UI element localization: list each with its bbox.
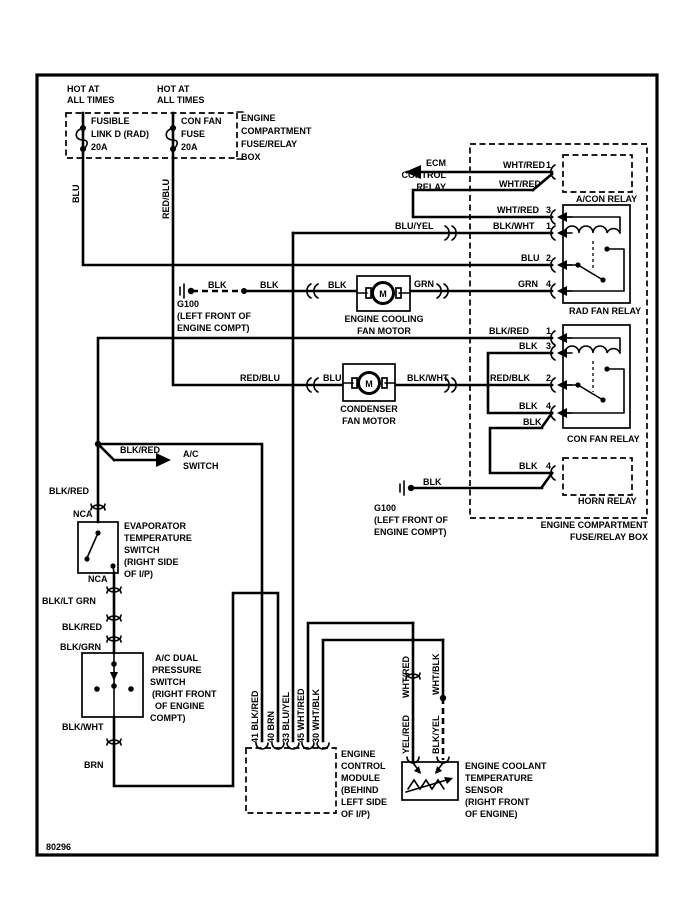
- diagram-label: LEFT SIDE: [341, 797, 388, 807]
- diagram-label: BLK/RED: [49, 486, 89, 496]
- diagram-label: 3: [546, 205, 552, 215]
- diagram-label: BLK: [208, 280, 227, 290]
- labels-layer: [42, 84, 648, 852]
- horn-relay-box: [563, 458, 632, 495]
- diagram-label: 41 BLK/RED: [250, 690, 260, 743]
- diagram-label: 4: [546, 461, 552, 471]
- diagram-label: OF ENGINE): [465, 809, 518, 819]
- ac-dual-pressure-switch: [82, 653, 143, 717]
- splice-dot: [241, 288, 247, 294]
- diagram-label: BLK/RED: [120, 445, 160, 455]
- diagram-label: BLK: [328, 280, 347, 290]
- diagram-label: WHT/RED: [503, 160, 545, 170]
- diagram-label: ENGINE: [341, 749, 376, 759]
- diagram-label: BLK/RED: [62, 622, 102, 632]
- diagram-label: FUSE/RELAY BOX: [569, 532, 648, 542]
- diagram-label: NCA: [73, 509, 93, 519]
- diagram-label: FAN MOTOR: [357, 326, 411, 336]
- diagram-label: ENGINE COMPT): [374, 527, 447, 537]
- diagram-label: BLK: [519, 401, 538, 411]
- diagram-label: (RIGHT FRONT: [152, 689, 217, 699]
- diagram-label: 40 BRN: [266, 710, 276, 743]
- diagram-label: YEL/RED: [401, 714, 411, 754]
- diagram-label: RAD FAN RELAY: [569, 306, 642, 316]
- diagram-label: 4: [546, 279, 552, 289]
- diagram-label: ENGINE COMPARTMENT: [540, 520, 648, 530]
- evaporator-temperature-switch: [78, 522, 118, 573]
- diagram-label: SENSOR: [465, 785, 504, 795]
- diagram-label: (LEFT FRONT OF: [374, 515, 448, 525]
- diagram-label: BLK: [519, 461, 538, 471]
- diagram-label: M: [379, 289, 387, 299]
- diagram-label: BLK: [260, 280, 279, 290]
- diagram-label: 30 WHT/BLK: [311, 689, 321, 743]
- diagram-label: TEMPERATURE: [465, 773, 533, 783]
- diagram-label: RED/BLU: [240, 373, 280, 383]
- diagram-label: OF I/P): [341, 809, 370, 819]
- diagram-label: BLK/GRN: [60, 642, 101, 652]
- engine-coolant-temperature-sensor: [402, 757, 458, 800]
- diagram-label: RELAY: [416, 182, 446, 192]
- diagram-label: CONDENSER: [340, 404, 398, 414]
- diagram-label: ENGINE COOLANT: [465, 761, 547, 771]
- diagram-label: ENGINE: [241, 113, 276, 123]
- diagram-label: CONTROL: [401, 170, 446, 180]
- diagram-label: WHT/RED: [499, 179, 541, 189]
- diagram-label: LINK D (RAD): [91, 129, 149, 139]
- diagram-label: 80296: [46, 842, 72, 852]
- diagram-label: NCA: [88, 574, 108, 584]
- diagram-label: FUSE: [181, 129, 206, 139]
- diagram-label: (RIGHT FRONT: [465, 797, 530, 807]
- diagram-label: CON FAN: [181, 116, 222, 126]
- diagram-label: 20A: [91, 142, 108, 152]
- diagram-label: COMPARTMENT: [241, 126, 312, 136]
- diagram-label: WHT/RED: [401, 656, 411, 698]
- diagram-label: FAN MOTOR: [342, 416, 396, 426]
- diagram-label: SWITCH: [124, 545, 160, 555]
- diagram-label: BLU: [323, 373, 342, 383]
- diagram-label: BLK: [523, 417, 542, 427]
- diagram-label: 1: [546, 221, 552, 231]
- diagram-label: 4: [546, 401, 552, 411]
- diagram-label: BLK/WHT: [407, 373, 449, 383]
- diagram-label: GRN: [518, 279, 538, 289]
- diagram-label: BLU: [71, 184, 81, 203]
- diagram-label: ALL TIMES: [157, 95, 205, 105]
- diagram-label: A/C DUAL: [155, 653, 198, 663]
- diagram-label: (LEFT FRONT OF: [177, 311, 251, 321]
- diagram-label: BLK/WHT: [62, 722, 104, 732]
- diagram-label: (BEHIND: [341, 785, 379, 795]
- diagram-label: FUSE/RELAY: [241, 139, 298, 149]
- diagram-label: SWITCH: [183, 461, 219, 471]
- diagram-label: COMPT): [150, 713, 186, 723]
- diagram-label: MODULE: [341, 773, 380, 783]
- con-fan-relay: [563, 325, 630, 428]
- diagram-label: G100: [374, 503, 397, 513]
- diagram-label: CON FAN RELAY: [567, 434, 640, 444]
- diagram-label: TEMPERATURE: [124, 533, 192, 543]
- diagram-label: WHT/BLK: [431, 653, 441, 695]
- diagram-label: (RIGHT SIDE: [124, 557, 179, 567]
- diagram-label: BLK: [519, 341, 538, 351]
- diagram-label: BLU: [521, 253, 540, 263]
- diagram-label: BRN: [84, 760, 104, 770]
- diagram-label: BLK/YEL: [431, 715, 441, 754]
- diagram-label: GRN: [414, 279, 434, 289]
- diagram-label: PRESSURE: [152, 665, 202, 675]
- diagram-label: G100: [177, 299, 200, 309]
- diagram-label: HORN RELAY: [578, 496, 637, 506]
- diagram-label: 45 WHT/RED: [296, 688, 306, 743]
- relay-pin-connectors: [551, 165, 572, 480]
- diagram-label: 2: [546, 253, 552, 263]
- splice-dot: [95, 441, 101, 447]
- diagram-label: 1: [546, 160, 552, 170]
- rad-fan-relay: [563, 205, 630, 303]
- diagram-label: BLK: [423, 477, 442, 487]
- diagram-label: EVAPORATOR: [124, 521, 187, 531]
- diagram-label: A/CON RELAY: [576, 194, 638, 204]
- diagram-label: BOX: [241, 152, 261, 162]
- diagram-label: RED/BLK: [490, 373, 530, 383]
- diagram-label: 1: [546, 326, 552, 336]
- diagram-label: RED/BLU: [161, 179, 171, 219]
- diagram-label: BLK/RED: [489, 326, 529, 336]
- diagram-label: 3: [546, 341, 552, 351]
- ac-switch-arrow-icon: [156, 453, 171, 467]
- diagram-label: OF I/P): [124, 569, 153, 579]
- diagram-label: 20A: [181, 142, 198, 152]
- diagram-label: OF ENGINE: [155, 701, 205, 711]
- diagram-label: HOT AT: [67, 84, 100, 94]
- diagram-label: 2: [546, 373, 552, 383]
- ground-g100-right-icon: [400, 481, 414, 495]
- diagram-label: ALL TIMES: [67, 95, 115, 105]
- diagram-label: BLK/LT GRN: [42, 596, 96, 606]
- diagram-label: ENGINE COMPT): [177, 323, 250, 333]
- diagram-label: A/C: [183, 449, 199, 459]
- diagram-label: 33 BLU/YEL: [281, 691, 291, 743]
- diagram-label: BLU/YEL: [395, 221, 434, 231]
- diagram-label: ENGINE COOLING: [344, 314, 424, 324]
- diagram-label: FUSIBLE: [91, 116, 130, 126]
- diagram-label: HOT AT: [157, 84, 190, 94]
- diagram-label: ECM: [426, 158, 446, 168]
- diagram-label: BLK/WHT: [493, 221, 535, 231]
- ground-g100-left-icon: [180, 284, 194, 298]
- acon-relay-box: [563, 155, 632, 192]
- engine-control-module-box: [246, 748, 336, 813]
- diagram-label: M: [365, 379, 373, 389]
- diagram-label: WHT/RED: [497, 205, 539, 215]
- diagram-label: SWITCH: [150, 677, 186, 687]
- diagram-label: CONTROL: [341, 761, 386, 771]
